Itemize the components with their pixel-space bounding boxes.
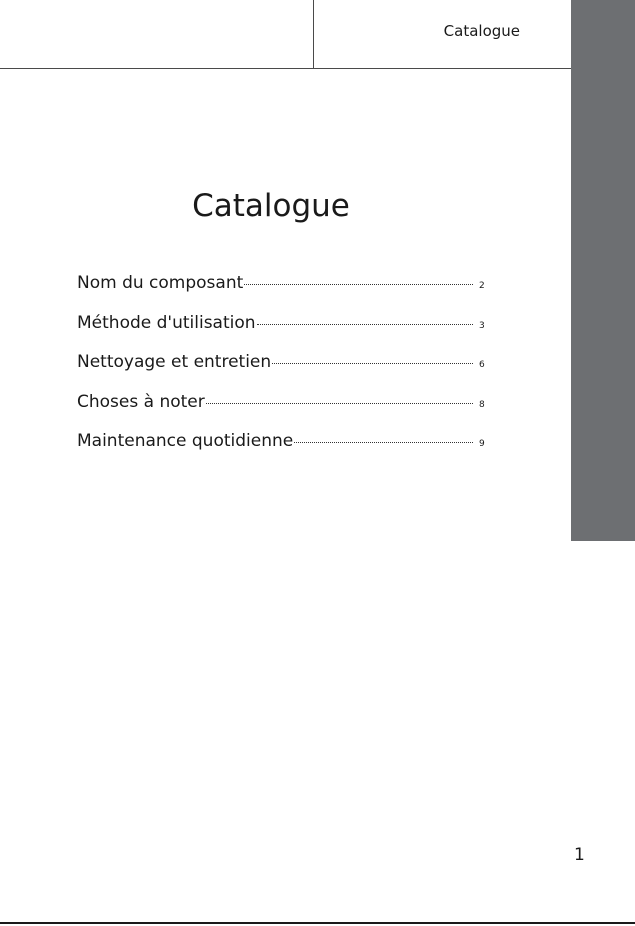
page-number: 1: [574, 845, 585, 865]
side-tab: [571, 0, 635, 541]
header-section-label: Catalogue: [443, 22, 520, 40]
toc-entry-title: Méthode d'utilisation: [77, 312, 256, 333]
toc-entry-usage-method[interactable]: [77, 313, 489, 353]
table-of-contents: [77, 273, 489, 471]
header-rule: [0, 68, 571, 69]
footer-rule: [0, 922, 635, 924]
toc-entry-cleaning-maintenance[interactable]: [77, 352, 489, 392]
page-title: Catalogue: [192, 188, 350, 224]
toc-entry-title: Nettoyage et entretien: [77, 352, 272, 372]
toc-entry-page: 2: [479, 281, 485, 291]
toc-entry-page: 6: [479, 360, 485, 370]
toc-entry-title: Choses à noter: [77, 391, 205, 412]
toc-dot-leader: [294, 442, 473, 443]
toc-entry-title: Nom du composant: [77, 273, 244, 293]
toc-dot-leader: [257, 324, 473, 325]
toc-entry-page: 3: [479, 320, 485, 331]
toc-entry-daily-maintenance[interactable]: [77, 431, 489, 471]
header-divider: [313, 0, 314, 68]
toc-entry-title: Maintenance quotidienne: [77, 431, 294, 451]
toc-dot-leader: [272, 363, 473, 364]
toc-dot-leader: [206, 403, 473, 404]
toc-dot-leader: [244, 284, 473, 285]
toc-entry-component-name[interactable]: [77, 273, 489, 313]
toc-entry-things-to-note[interactable]: [77, 392, 489, 432]
toc-entry-page: 8: [479, 399, 485, 410]
toc-entry-page: 9: [479, 439, 485, 449]
